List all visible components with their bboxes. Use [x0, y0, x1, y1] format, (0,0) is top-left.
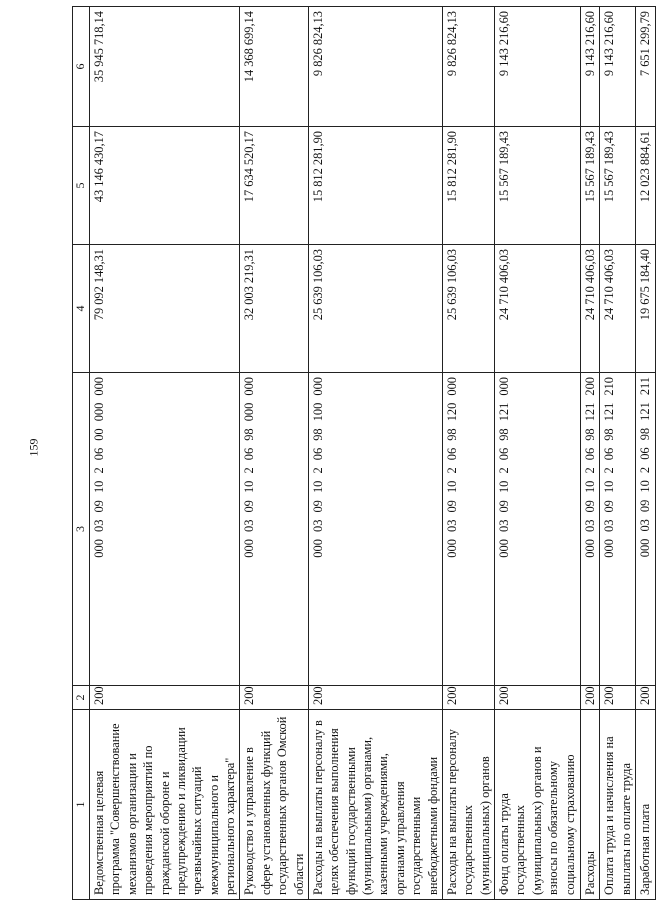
column-header: 3 [73, 373, 90, 686]
row-value-col4: 25 639 106,03 [308, 245, 442, 373]
row-name: Расходы на выплаты персоналу в целях обеспечения выполнения функций государственными (муниципальными) органами, казенными учреждениями, органами управления государственными внебюджетными фондами [308, 710, 442, 900]
row-value-col4: 32 003 219,31 [240, 245, 309, 373]
row-value-col5: 15 567 189,43 [581, 127, 600, 245]
table-row [442, 7, 494, 900]
table-row [240, 7, 309, 900]
row-value-col5: 12 023 884,61 [636, 127, 655, 245]
row-value-col4: 19 675 184,40 [636, 245, 655, 373]
row-value-col6: 9 143 216,60 [495, 7, 581, 127]
header-row [73, 7, 90, 900]
row-classification-code: 000 03 09 10 2 06 00 000 000 [90, 373, 240, 686]
row-value-col6: 9 143 216,60 [600, 7, 636, 127]
row-name: Оплата труда и начисления на выплаты по оплате труда [600, 710, 636, 900]
row-value-col5: 15 812 281,90 [442, 127, 494, 245]
row-classification-code: 000 03 09 10 2 06 98 000 000 [240, 373, 309, 686]
table-row [308, 7, 442, 900]
row-value-col5: 15 812 281,90 [308, 127, 442, 245]
column-header: 2 [73, 686, 90, 710]
row-value-col6: 35 945 718,14 [90, 7, 240, 127]
row-admin-code: 200 [636, 686, 655, 710]
column-header: 1 [73, 710, 90, 900]
row-classification-code: 000 03 09 10 2 06 98 100 000 [308, 373, 442, 686]
row-value-col4: 25 639 106,03 [442, 245, 494, 373]
table-row [495, 7, 581, 900]
row-admin-code: 200 [600, 686, 636, 710]
row-admin-code: 200 [495, 686, 581, 710]
row-value-col4: 79 092 148,31 [90, 245, 240, 373]
table-row [581, 7, 600, 900]
row-value-col4: 24 710 406,03 [495, 245, 581, 373]
row-value-col5: 15 567 189,43 [600, 127, 636, 245]
table-row [600, 7, 636, 900]
row-value-col4: 24 710 406,03 [581, 245, 600, 373]
page-number: 159 [26, 438, 41, 457]
row-name: Руководство и управление в сфере установленных функций государственных органов Омской области [240, 710, 309, 900]
row-admin-code: 200 [90, 686, 240, 710]
row-name: Фонд оплаты труда государственных (муниципальных) органов и взносы по обязательному социальному страхованию [495, 710, 581, 900]
rotated-page-content [72, 5, 653, 900]
row-name: Заработная плата [636, 710, 655, 900]
row-classification-code: 000 03 09 10 2 06 98 120 000 [442, 373, 494, 686]
column-header: 5 [73, 127, 90, 245]
row-value-col6: 14 368 699,14 [240, 7, 309, 127]
row-admin-code: 200 [581, 686, 600, 710]
row-value-col6: 9 826 824,13 [308, 7, 442, 127]
table-row [90, 7, 240, 900]
row-classification-code: 000 03 09 10 2 06 98 121 211 [636, 373, 655, 686]
row-value-col6: 9 143 216,60 [581, 7, 600, 127]
row-classification-code: 000 03 09 10 2 06 98 121 200 [581, 373, 600, 686]
row-admin-code: 200 [240, 686, 309, 710]
row-value-col5: 43 146 430,17 [90, 127, 240, 245]
budget-table [72, 6, 656, 900]
row-value-col5: 15 567 189,43 [495, 127, 581, 245]
row-classification-code: 000 03 09 10 2 06 98 121 000 [495, 373, 581, 686]
row-admin-code: 200 [308, 686, 442, 710]
row-name: Расходы на выплаты персоналу государственных (муниципальных) органов [442, 710, 494, 900]
row-name: Расходы [581, 710, 600, 900]
row-name: Ведомственная целевая программа "Совершенствование механизмов организации и проведения мероприятий по гражданской обороне и предупреждению и ликвидации чрезвычайных ситуаций межмуниципального и регионального характера" [90, 710, 240, 900]
row-value-col6: 9 826 824,13 [442, 7, 494, 127]
column-header: 4 [73, 245, 90, 373]
row-admin-code: 200 [442, 686, 494, 710]
row-value-col6: 7 651 299,79 [636, 7, 655, 127]
row-classification-code: 000 03 09 10 2 06 98 121 210 [600, 373, 636, 686]
column-header: 6 [73, 7, 90, 127]
row-value-col5: 17 634 520,17 [240, 127, 309, 245]
row-value-col4: 24 710 406,03 [600, 245, 636, 373]
table-row [636, 7, 655, 900]
